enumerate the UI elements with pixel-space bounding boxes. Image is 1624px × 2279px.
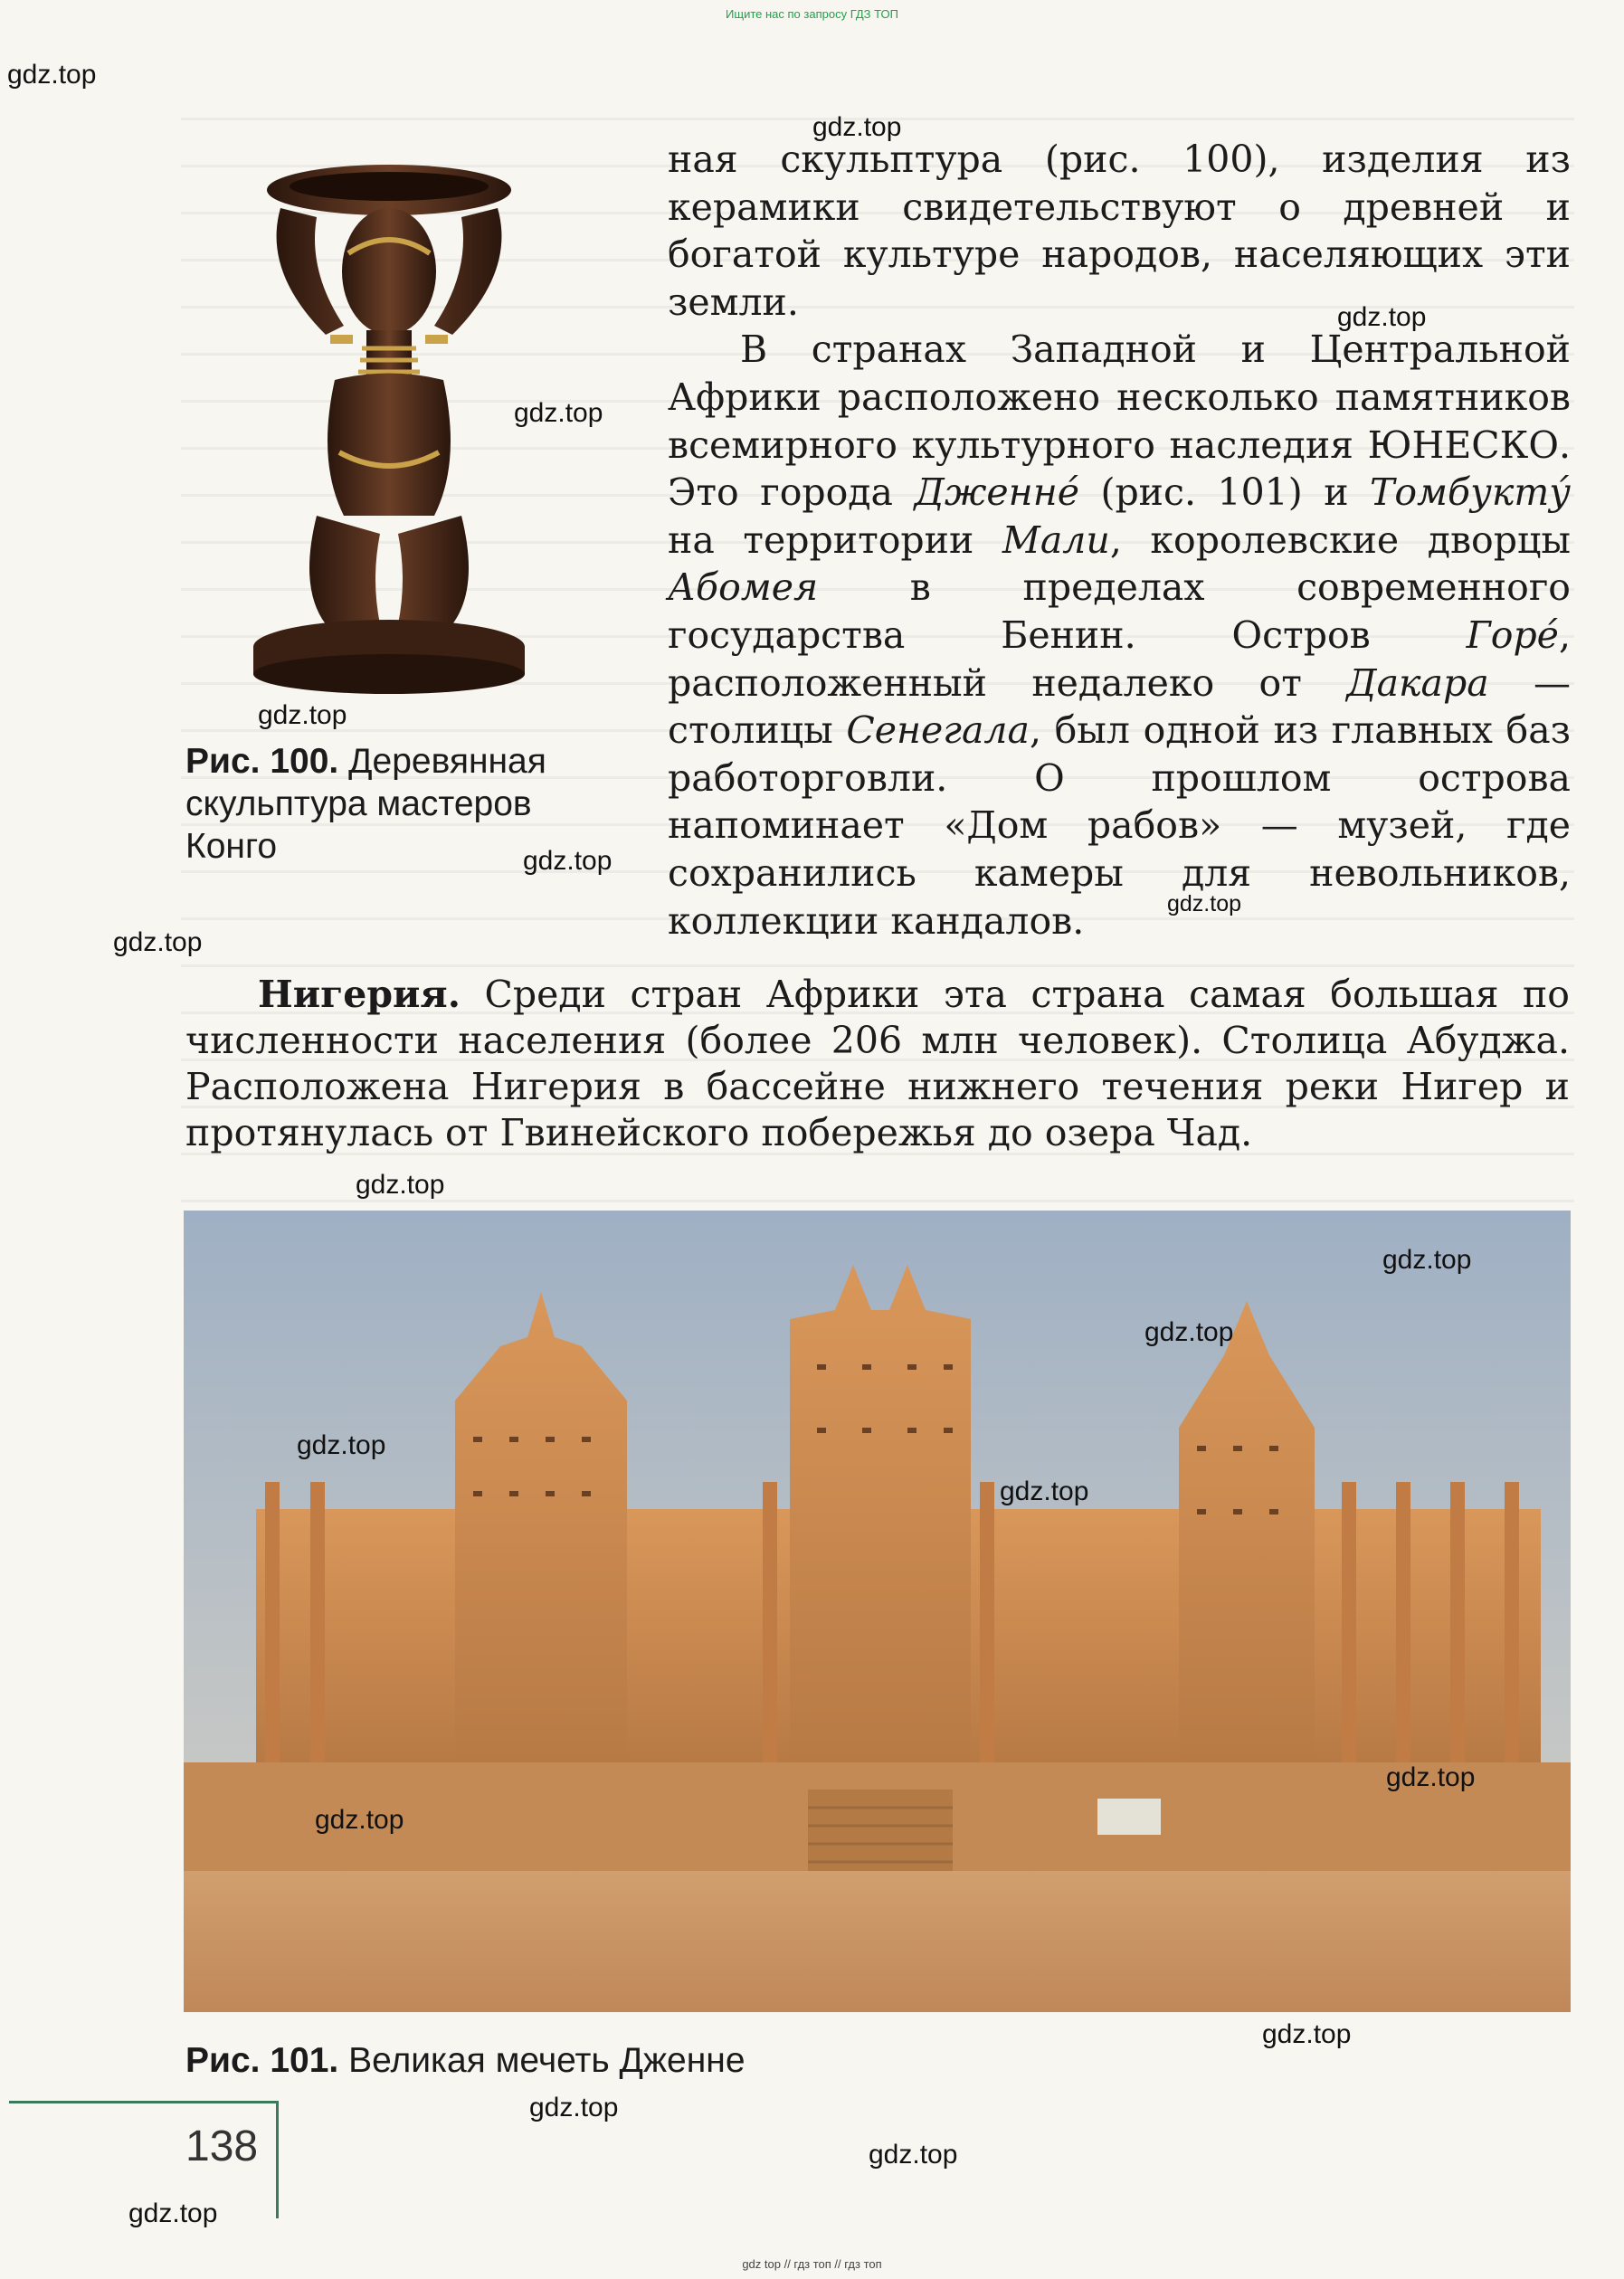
page-rule-horizontal: [9, 2101, 279, 2103]
nigeria-text: Среди стран Африки эта страна самая большая по численности населения (более 206 млн человек). Столица Абуджа. Расположена Нигерия в бассейне нижнего течения реки Нигер и протянулась от Гвинейского побережья до озера Чад.: [185, 973, 1570, 1154]
figure-101-photo: [184, 1211, 1571, 2012]
watermark: gdz.top: [1262, 2019, 1352, 2049]
stairs: [808, 1790, 953, 1871]
figure-100-sculpture: [244, 154, 534, 697]
paragraph-nigeria: [185, 972, 1570, 1156]
watermark: gdz.top: [1167, 891, 1242, 916]
watermark: gdz.top: [869, 2140, 958, 2170]
watermark: gdz.top: [514, 398, 603, 428]
term-abomey: Абомея: [668, 565, 819, 610]
head: [342, 208, 436, 335]
watermark: gdz.top: [128, 2198, 218, 2228]
watermark: gdz.top: [113, 927, 203, 957]
term-senegal: Сенегала: [846, 708, 1030, 753]
ground: [184, 1862, 1571, 2012]
top-banner: Ищите нас по запросу ГДЗ ТОП: [726, 7, 898, 21]
watermark: gdz.top: [1144, 1317, 1234, 1347]
watermark: gdz.top: [315, 1805, 404, 1835]
figure-101-caption: [185, 2039, 1000, 2082]
signboard: [1097, 1799, 1161, 1835]
watermark: gdz.top: [7, 60, 97, 90]
figure-101-text: Великая мечеть Дженне: [338, 2041, 746, 2080]
right-column-text: [668, 136, 1571, 945]
watermark: gdz.top: [529, 2093, 619, 2122]
section-title-nigeria: Нигерия.: [258, 973, 461, 1016]
watermark: gdz.top: [812, 112, 902, 142]
figure-100-text: Деревянная скульптура мастеров Конго: [185, 742, 546, 866]
watermark: gdz.top: [297, 1430, 386, 1460]
term-mali: Мали: [1002, 518, 1110, 562]
watermark: gdz.top: [1386, 1762, 1476, 1792]
minaret-center: [790, 1265, 971, 1762]
watermark: gdz.top: [1382, 1245, 1472, 1275]
bottom-banner: gdz top // гдз топ // гдз топ: [742, 2257, 882, 2271]
paragraph-continuation: ная скульптура (рис. 100), изделия из керамики свидетельствуют о древней и богатой культуре народов, населяющих эти земли.: [668, 138, 1571, 324]
page-number: 138: [185, 2122, 259, 2170]
page-rule-vertical: [276, 2101, 279, 2218]
watermark: gdz.top: [258, 700, 347, 730]
watermark: gdz.top: [523, 846, 613, 876]
figure-101-label: Рис. 101.: [185, 2041, 339, 2080]
watermark: gdz.top: [356, 1170, 445, 1200]
legs: [309, 516, 469, 624]
term-goree: Горе́: [1466, 612, 1559, 657]
paragraph-unesco: В странах Западной и Центральной Африки расположено несколько памятников всемирного культурного наследия ЮНЕСКО. Это города Дженне́ (рис. 101) и Томбукту́ на территории Мали, королевские дворцы Абомея в пределах современного государства Бенин. Остров Горе́, расположенный недалеко от Дакара — столицы Сенегала, был одной из главных баз работорговли. О прошлом острова напоминает «Дом рабов» — музей, где сохранились камеры для невольников, коллекции кандалов.: [668, 328, 1572, 943]
figure-100-label: Рис. 100.: [185, 742, 339, 781]
term-timbuktu: Томбукту́: [1370, 470, 1571, 515]
term-djenne: Дженне́: [914, 470, 1079, 515]
term-dakar: Дакара: [1346, 660, 1489, 705]
watermark: gdz.top: [1337, 302, 1427, 332]
torso: [328, 374, 451, 517]
watermark: gdz.top: [1000, 1477, 1089, 1506]
